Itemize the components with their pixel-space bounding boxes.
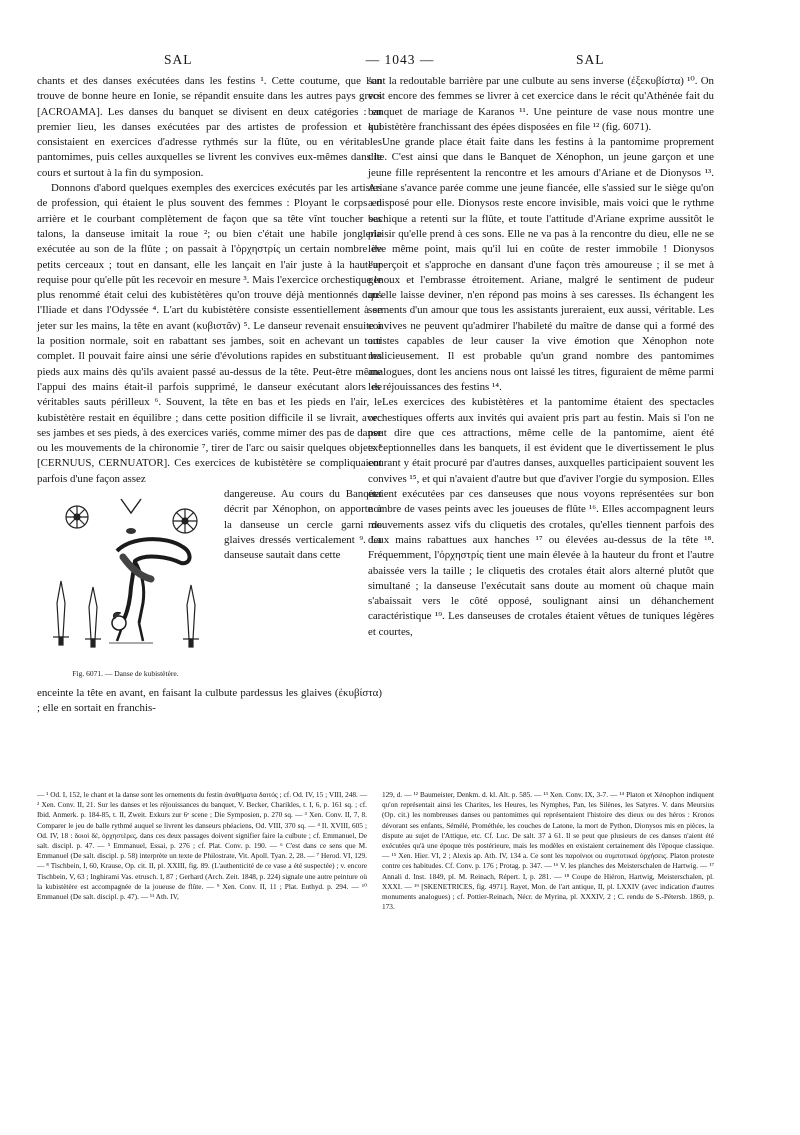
left-paragraph-2: Donnons d'abord quelques exemples des exercices exécutés par les artistes de profession, qui étaient le plus souvent des femmes : Ployant le corps en arrière et le courbant complètement de façon que sa tête vînt toucher ses talons, la danseuse imitait la roue ²; ou bien c'était une habile jonglerie exécutée au son de la flûte ; on passait à l'ὀρχηστρίς un certain nombre de petits cerceaux ; tout en dansant, elle les lançait en l'air juste à la hauteur requise pour qu'elle pût les recevoir en mesure ³. Mais l'exercice orchestique le plus renommé était celui des kubistètères qu'on trouve déjà mentionnés dans l'Iliade et dans l'Odyssée ⁴. L'art du kubistètère consiste essentiellement à se jeter sur les mains, la tête en avant (κυβιστᾶν) ⁵. Le danseur revenait ensuite à la position normale, soit en rabattant ses jambes, soit en achevant un tour complet. Il pouvait faire ainsi une série d'évolutions rapides en substituant les pieds aux mains dès qu'ils avaient passé au-dessus de la tête. Peut-être même l'appui des mains était-il parfois supprimé, le danseur exécutant alors de véritables sauts périlleux ⁶. Souvent, la tête en bas et les pieds en l'air, le kubistètère restait en équilibre ; dans cette position difficile il se livrait, avec ses jambes et ses pieds, à des exercices variés, comme mimer des pas de danse ou les mouvements de la chironomie ⁷, tirer de l'arc ou saisir quelques objets ⁸ [CERNUUS, CERNUATOR]. Ces exercices de kubistètère se compliquaient parfois d'une façon assez [37,182,382,485]
footnotes-right [382,790,714,912]
right-paragraph-1: sant la redoutable barrière par une culbute au sens inverse (ἐξεκυβίστα) ¹⁰. On voit encore des femmes se livrer à cet exercice dans le récit qu'Athénée fait du banquet de mariage de Karanos ¹¹. Une peinture de vase nous montre une kubistètère franchissant des épées disposées en file ¹² (fig. 6071). [368,75,714,133]
figure-6071 [35,491,216,684]
figure-caption: Fig. 6071. — Danse de kubistètère. [72,669,179,679]
left-paragraph-1: chants et des danses exécutées dans les festins ¹. Cette coutume, que l'on trouve de bonne heure en Ionie, se répandit ensuite dans les autres pays grecs [ACROAMA]. Les danses du banquet se divisent en deux catégories : en premier lieu, les danses exécutées par des artistes de profession et qui consistaient en exercices d'adresse rythmés sur la flûte, ou en véritables pantomimes, puis celles auxquelles se livrent les convives eux-mêmes dans le cours et surtout à la fin du symposion. [37,75,382,179]
footnotes-left-text: — ¹ Od. I, 152, le chant et la danse sont les ornements du festin ἀναθήματα δαιτός ; cf. Od. IV, 15 ; VIII, 248. — ² Xen. Conv. II, 21. Sur les danses et les réjouissances du banquet, V. Becker, Charikles, t. I, 6, p. 161 sq. ; cf. Ibid. Anmerk. p. 184-85, t. II, Zweit. Exkurs zur 6ᵉ scene ; Die Symposien, p. 270 sq. — ³ Xen. Conv. II, 7, 8. Comparer le jeu de balle rythmé auquel se livrent les danseurs phéaciens, Od. VIII, 370 sq. — ⁴ Il. XVIII, 605 ; Od. IV, 18 : δοιοὶ δέ, ὀρχηστὲρες, dans ces deux passages doivent signifier faire la culbute ; cf. Emmanuel, De salt. discipl. p. 47. — ⁵ Emmanuel, Essai, p. 276 ; cf. Plat. Conv. p. 190. — ⁶ C'est dans ce sens que M. Emmanuel (De salt. discipl. p. 58) interprète un texte de Philostrate, Vit. Apoll. Tyan. 2, 28. — ⁷ Herod. VI, 129. — ⁸ Tischbein, I, 60, Krause, Op. cit. II, pl. XXIII, fig. 89. (L'authenticité de ce vase a été suspectée) ; v. encore Tischbein, V, 63 ; Inghirami Vas. etrusch. I, 87 ; Gerhard (Arch. Zeit. 1848, p. 224) signale une autre peinture où la kubistètère est accompagnée de la joueuse de flûte. — ⁹ Xen. Conv. II, 11 ; Plat. Euthyd. p. 294. — ¹⁰ Emmanuel (De salt. discipl. p. 47). — ¹¹ Ath. IV, [37,790,367,902]
sword-left [53,581,69,645]
footnotes-left [37,790,367,902]
footnotes-right-text: 129, d. — ¹² Baumeister, Denkm. d. kl. Alt. p. 585. — ¹³ Xen. Conv. IX, 3-7. — ¹⁴ Platon et Xénophon indiquent qu'on représentait ainsi les Charites, les Heures, les Nymphes, Pan, les Silènes, les Satyres. V. dans Meursius (Op. cit.) les nombreuses danses ou pantomimes qui représentaient l'histoire des dieux ou des héros : Kronos dévorant ses enfants, Sémélé, Prométhée, les couches de Latone, la mort de Python, Dionysos mis en pièces, la dispute au sujet de l'Attique, etc. Cf. Luc. De salt. 37 à 61. Il se peut que plusieurs de ces danses n'aient été exécutées qu'à une époque très postérieure, mais les modèles en existaient certainement dès l'époque classique. — ¹⁵ Xen. Hier. VI, 2 ; Alexis ap. Ath. IV, 134 a. Ce sont les παροίνιοι ou συμποτικαὶ ὀρχήσεις. Platon proteste contre ces habitudes. Cf. Conv. p. 176 ; Protag. p. 347. — ¹⁶ V. les planches des Meisterschalen de Hartwig. — ¹⁷ Annali d. Inst. 1849, pl. M. Reinach, Répert. I, p. 281. — ¹⁸ Coupe de Hiéron, Hartwig, Meisterschalen, pl. XXXI. — ¹⁹ [SKENETRICES, fig. 4971]. Rayet, Mon. de l'art antique, II, pl. LXXIV (avec indication d'autres monuments analogues) ; cf. Pottier-Reinach, Nécr. de Myrina, pl. XXXIV, 2 ; C. rendu de S.-Pétersb. 1869, p. 173. [382,790,714,912]
right-paragraph-2: Une grande place était faite dans les festins à la pantomime proprement dite. C'est ainsi que dans le Banquet de Xénophon, un jeune garçon et une jeune fille représentent la rencontre et les amours d'Ariane et de Dionysos ¹³. Ariane s'avance parée comme une jeune fiancée, elle s'assied sur le siège qu'on a disposé pour elle. Dionysos reste encore invisible, mais voici que le rythme bachique a retenti sur la flûte, et toute l'attitude d'Ariane exprime aussitôt le plaisir qu'elle prend à ces sons. Elle ne va pas à la rencontre du dieu, elle ne se lève même point, mais qu'il lui en coûte de rester immobile ! Dionysos l'aperçoit et s'approche en dansant d'une façon très amoureuse ; il se met à genoux et l'embrasse étroitement. Ariane, malgré le sentiment de pudeur qu'elle laisse deviner, n'en répond pas moins à ses caresses. Ils échangent les serments d'un amour que tous les assistants jureraient, eux aussi, véritable. Les convives ne peuvent qu'admirer l'habileté du maître de danse qui a formé des artistes capables de leur causer la vive émotion que Xénophon note malicieusement. Il est probable qu'un grand nombre des pantomimes analogues, dont les anciens nous ont laissé les titres, figuraient de même parmi les réjouissances des festins ¹⁴. [368,136,714,393]
running-head-right: SAL [576,52,605,67]
sword-middle [85,587,101,647]
left-paragraph-3-beside-figure: dangereuse. Au cours du Banquet décrit par Xénophon, on apporte à la danseuse un cercle garni de glaives dressés verticalement ⁹. La danseuse sautait dans cette [224,488,382,562]
running-head-left: SAL [164,52,193,67]
right-paragraph-3: Les exercices des kubistètères et la pantomime étaient des spectacles orchestiques offerts aux invités qui avaient pris part au festin. Mais si l'on ne peut dire que ces attractions, même celle de la pantomime, aient été exceptionnelles dans les banquets, il est évident que le divertissement le plus courant y était procuré par d'autres danses, auxquelles participaient souvent les convives ¹⁵, et qui n'avaient d'autre but que d'aviver l'orgie du symposion. Elles étaient exécutées par ces danseuses que nous voyons représentées sur bon nombre de vases peints avec les joueuses de flûte ¹⁶. Elles accompagnent leurs mouvements assez vifs du cliquetis des crotales, qu'elles tiennent parfois des deux mains rabattues aux hanches ¹⁷ ou élevées au-dessus de la tête ¹⁸. Fréquemment, l'ὀρχηστρίς tient une main élevée à la hauteur du front et l'autre abaissée vers la taille ; le cliquetis des crotales était alors alterné plutôt que simultané ; la danseuse l'exécutait sans doute au moment où chaque main s'abaissait vers le côté opposé, soulignant ainsi un déhanchement caractéristique ¹⁹. Les danseuses de crotales étaient vêtues de tuniques légères et courtes, [368,396,714,638]
wheel-left [66,506,88,528]
right-column [368,74,714,640]
wheel-right [173,509,197,533]
left-paragraph-3-end: enceinte la tête en avant, en faisant la culbute pardessus les glaives (ἐκυβίστα) ; elle en sortait en franchis- [37,687,382,715]
kubistetere-illustration [35,491,216,669]
left-column [37,74,382,717]
sword-right [183,585,199,647]
page-number: — 1043 — [365,52,435,67]
